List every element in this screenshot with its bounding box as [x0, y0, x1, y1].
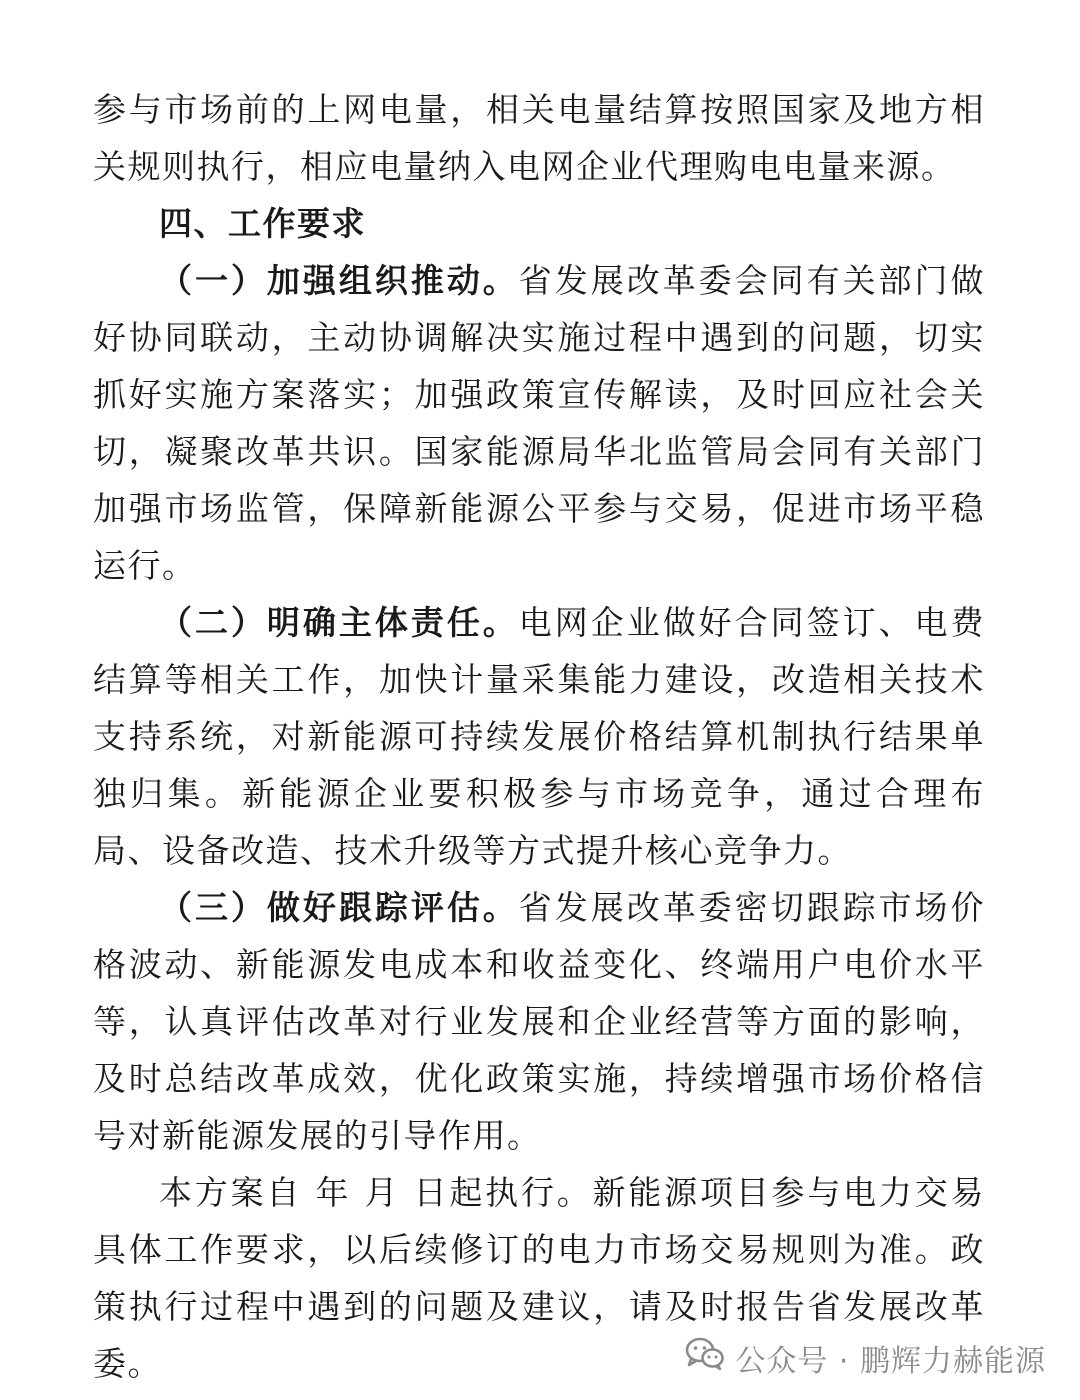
paragraph-text: 电网企业做好合同签订、电费结算等相关工作，加快计量采集能力建设，改造相关技术支持系统，对新能源可持续发展价格结算机制执行结果单独归集。新能源企业要积极参与市场竞争，通过合理布局、设备改造、技术升级等方式提升核心竞争力。: [93, 603, 986, 870]
paragraph-text: 参与市场前的上网电量，相关电量结算按照国家及地方相关规则执行，相应电量纳入电网企业代理购电电量来源。: [93, 90, 985, 186]
section-heading-work-requirements: [93, 195, 985, 252]
document-body: [93, 81, 985, 1392]
watermark-text: 公众号 · 鹏辉力赫能源: [735, 1344, 1046, 1379]
paragraph-text: 本方案自 年 月 日起执行。新能源项目参与电力交易具体工作要求，以后续修订的电力市场交易规则为准。政策执行过程中遇到的问题及建议，请及时报告省发展改革委。: [93, 1173, 985, 1383]
paragraph-text: 省发展改革委会同有关部门做好协同联动，主动协调解决实施过程中遇到的问题，切实抓好实施方案落实；加强政策宣传解读，及时回应社会关切，凝聚改革共识。国家能源局华北监管局会同有关部门加强市场监管，保障新能源公平参与交易，促进市场平稳运行。: [93, 261, 986, 585]
wechat-icon: [685, 1337, 725, 1379]
paragraph-label: （二）明确主体责任。: [159, 603, 519, 642]
paragraph-settlement: [93, 81, 985, 195]
wechat-watermark: [685, 1336, 1046, 1380]
paragraph-evaluation: [93, 879, 985, 1164]
paragraph-label: （一）加强组织推动。: [159, 261, 519, 300]
paragraph-responsibility: [93, 594, 985, 879]
paragraph-text: 省发展改革委密切跟踪市场价格波动、新能源发电成本和收益变化、终端用户电价水平等，认真评估改革对行业发展和企业经营等方面的影响，及时总结改革成效，优化政策实施，持续增强市场价格信号对新能源发展的引导作用。: [93, 888, 986, 1155]
paragraph-organization: [93, 252, 985, 594]
paragraph-label: （三）做好跟踪评估。: [159, 888, 519, 927]
heading-text: 四、工作要求: [159, 204, 366, 243]
